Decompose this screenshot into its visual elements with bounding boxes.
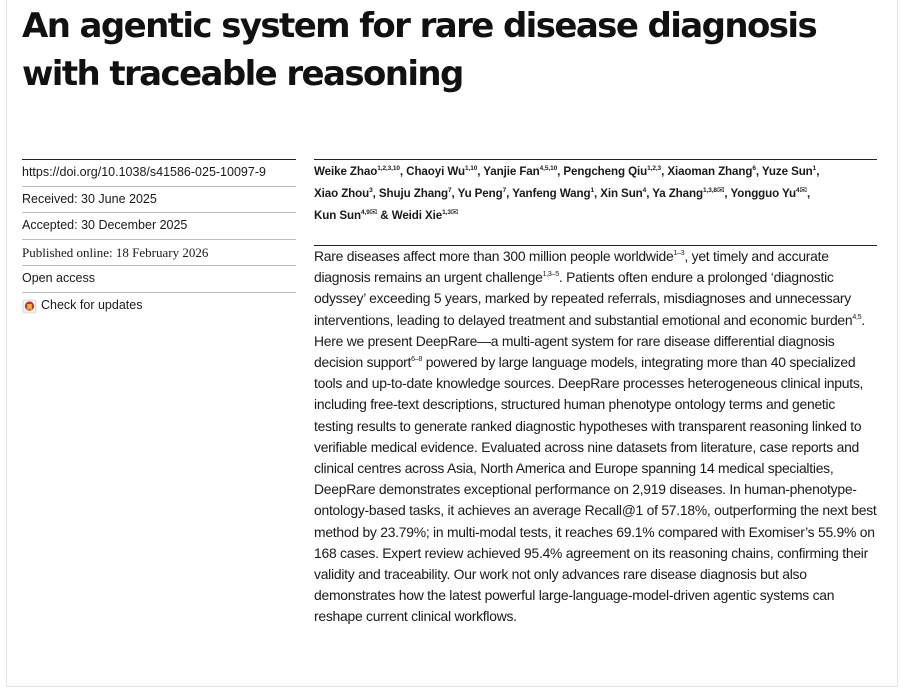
author-separator: & — [377, 209, 389, 222]
author-separator: , — [477, 165, 481, 178]
crossmark-icon — [22, 298, 37, 313]
author-separator: , — [557, 165, 561, 178]
author-separator: , — [816, 165, 820, 178]
author-affiliation-sup: 4,9 — [360, 209, 370, 216]
abstract-segment: . Patients often endure a prolonged ‘diagnostic odyssey’ exceeding 5 years, marked by repeated referrals, misdiagnoses and unnecessary interventions, leading to delayed treatment and substantial emotional and economic burden — [314, 269, 853, 328]
check-updates-link[interactable] — [22, 292, 296, 319]
abstract-segment: Rare diseases affect more than 300 million people worldwide — [314, 248, 674, 264]
author-separator: , — [661, 165, 665, 178]
author-affiliation-sup: 7 — [502, 187, 507, 194]
author-name-text: Yanjie Fan — [483, 165, 540, 178]
author-name-text: Kun Sun — [314, 209, 361, 222]
author-separator: , — [399, 165, 404, 178]
author-name-text: Xiaoman Zhang — [667, 165, 753, 178]
author-separator: , — [806, 187, 811, 200]
author-name[interactable] — [392, 209, 459, 222]
citation-sup[interactable]: 1,3–5 — [542, 271, 559, 279]
author-separator: , — [724, 187, 728, 200]
envelope-icon[interactable]: ✉ — [716, 185, 725, 195]
author-name[interactable] — [458, 187, 510, 200]
article-info-sidebar — [22, 159, 296, 318]
author-name[interactable] — [379, 187, 455, 200]
author-name[interactable] — [563, 165, 664, 178]
author-name[interactable] — [314, 187, 376, 200]
author-affiliation-sup: 1,3,8 — [702, 187, 717, 194]
author-name[interactable] — [600, 187, 649, 200]
citation-sup[interactable]: 1–3 — [673, 250, 685, 257]
abstract-segment: powered by large language models, integrating more than 40 specialized tools and up-to-date knowledge sources. DeepRare processes heterogeneous clinical inputs, including free-text descriptions, structured human phenotype ontology terms and genetic testing results to generate ranked diagnostic hypotheses with transparent reasoning linked to verifiable medical evidence. Evaluated across nine datasets from literature, case reports and clinical centres across Asia, North America and Europe spanning 14 medical specialties, DeepRare demonstrates exceptional performance on 2,919 diseases. In human-phenotype-ontology-based tasks, it achieves an average Recall@1 of 57.18%, outperforming the next best method by 23.79%; in multi-modal tests, it reaches 69.1% compared with Exomiser’s 55.9% on 168 cases. Expert review achieved 95.4% agreement on its reasoning chains, confirming their validity and traceability. Our work not only advances rare disease diagnosis but also demonstrates how the latest powerful large-language-model-driven agentic systems can reshape current clinical workflows. — [314, 354, 877, 625]
envelope-icon[interactable]: ✉ — [369, 207, 378, 217]
author-separator: , — [593, 187, 598, 200]
author-name-text: Xiao Zhou — [314, 187, 370, 200]
author-name-text: Yongguo Yu — [730, 187, 797, 200]
author-separator: , — [506, 187, 510, 200]
author-name-text: Yuze Sun — [761, 165, 813, 178]
author-affiliation-sup: 1 — [590, 187, 594, 194]
article-content — [314, 159, 877, 625]
author-affiliation-sup: 4 — [642, 187, 647, 194]
author-affiliation-sup: 1,2,3 — [647, 165, 662, 172]
author-separator: , — [451, 187, 455, 200]
author-separator: , — [372, 187, 376, 200]
author-name-text: Yu Peng — [457, 187, 503, 200]
author-name-text: Shuju Zhang — [378, 187, 449, 200]
check-updates-label: Check for updates — [41, 297, 143, 312]
published-date — [22, 239, 296, 266]
envelope-icon[interactable]: ✉ — [450, 207, 459, 217]
author-name[interactable] — [512, 187, 597, 200]
abstract-segment: , yet timely and accurate diagnosis remains an urgent challenge — [314, 248, 829, 286]
doi-link[interactable]: https://doi.org/10.1038/s41586-025-10097-9 — [22, 159, 296, 186]
author-affiliation-sup: 6 — [752, 165, 756, 172]
article-title: An agentic system for rare disease diagnosis with traceable reasoning — [22, 6, 817, 94]
author-affiliation-sup: 4 — [796, 187, 800, 194]
citation-sup[interactable]: 6–8 — [411, 356, 423, 364]
author-separator: , — [646, 187, 650, 200]
author-name-text: Weidi Xie — [391, 209, 443, 222]
author-name-text: Pengcheng Qiu — [563, 165, 648, 178]
received-date: Received: 30 June 2025 — [22, 186, 296, 213]
author-affiliation-sup: 3 — [369, 187, 373, 194]
author-affiliation-sup: 1 — [812, 165, 817, 172]
author-affiliation-sup: 7 — [448, 187, 452, 194]
author-name[interactable] — [483, 165, 560, 178]
citation-sup[interactable]: 4,5 — [852, 313, 862, 321]
author-name[interactable] — [314, 209, 389, 222]
author-name[interactable] — [667, 165, 759, 178]
published-date-text: Published online: 18 February 2026 — [22, 244, 209, 260]
accepted-date: Accepted: 30 December 2025 — [22, 212, 296, 239]
abstract-text — [314, 246, 877, 628]
author-affiliation-sup: 1,2,3,10 — [377, 165, 400, 172]
author-list — [314, 160, 877, 225]
author-affiliation-sup: 4,5,10 — [539, 165, 558, 172]
author-name[interactable] — [406, 165, 480, 178]
author-name-text: Yanfeng Wang — [512, 187, 591, 200]
abstract-segment: . Here we present DeepRare—a multi-agent system for rare disease differential diagnosis decision support — [314, 311, 865, 371]
author-affiliation-sup: 1,3 — [442, 209, 451, 216]
author-affiliation-sup: 1,10 — [464, 165, 478, 172]
author-name-text: Xin Sun — [600, 187, 643, 200]
author-name-text: Chaoyi Wu — [406, 165, 465, 178]
author-name[interactable] — [652, 187, 727, 200]
author-name-text: Ya Zhang — [652, 187, 703, 200]
author-name[interactable] — [314, 165, 403, 178]
author-name[interactable] — [762, 165, 819, 178]
author-separator: , — [755, 165, 759, 178]
open-access-label: Open access — [22, 265, 296, 292]
author-name[interactable] — [730, 187, 810, 200]
author-name-text: Weike Zhao — [314, 165, 378, 178]
envelope-icon[interactable]: ✉ — [799, 185, 807, 195]
